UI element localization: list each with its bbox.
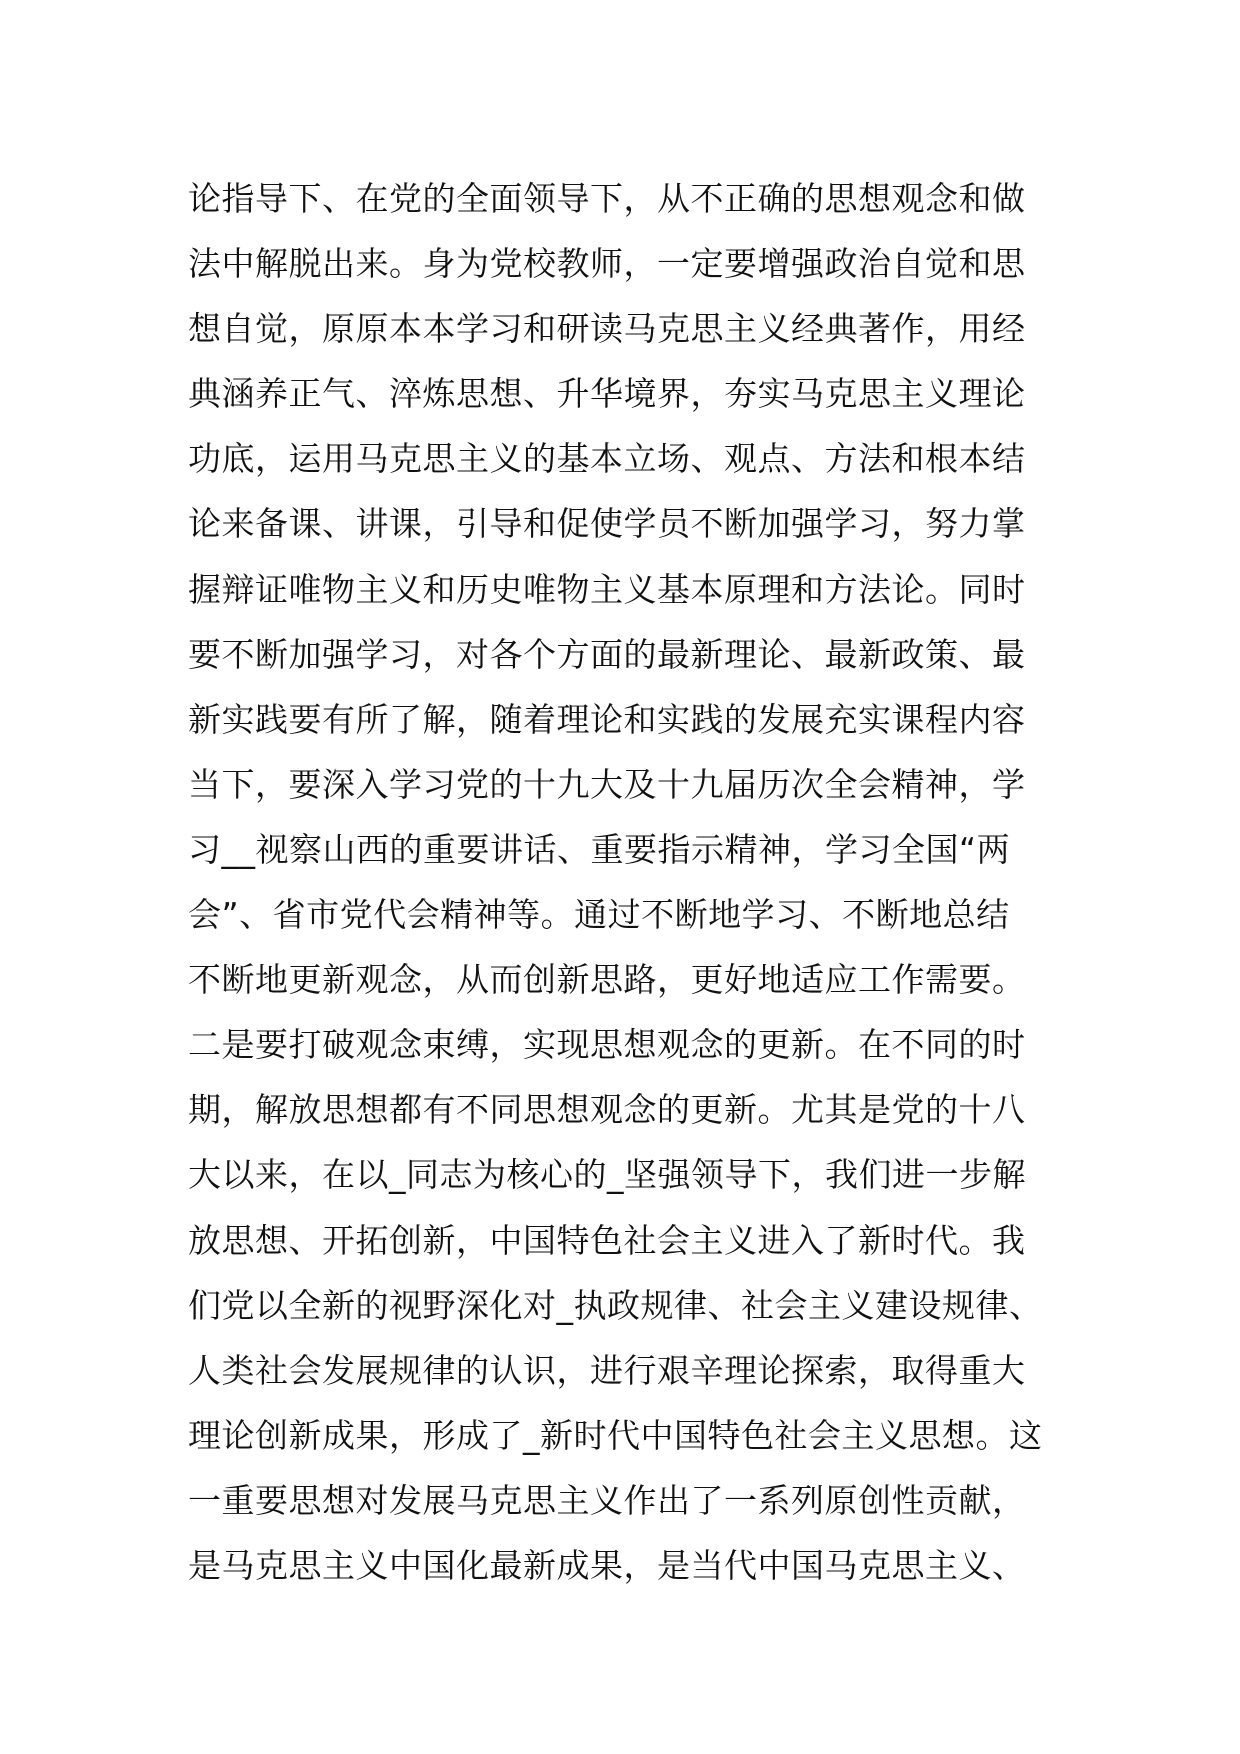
text-line: 想自觉，原原本本学习和研读马克思主义经典著作，用经 xyxy=(188,309,1026,349)
text-line: 握辩证唯物主义和历史唯物主义基本原理和方法论。同时 xyxy=(188,569,1026,609)
text-line: 一重要思想对发展马克思主义作出了一系列原创性贡献， xyxy=(188,1480,1026,1520)
text-line: 论指导下、在党的全面领导下，从不正确的思想观念和做 xyxy=(188,179,1026,218)
text-line: 当下，要深入学习党的十九大及十九届历次全会精神，学 xyxy=(188,764,1026,804)
text-line: 们党以全新的视野深化对_执政规律、社会主义建设规律、 xyxy=(188,1285,1043,1325)
text-line: 理论创新成果，形成了_新时代中国特色社会主义思想。这 xyxy=(188,1415,1043,1455)
text-line: 新实践要有所了解，随着理论和实践的发展充实课程内容 xyxy=(188,699,1026,739)
text-line: 要不断加强学习，对各个方面的最新理论、最新政策、最 xyxy=(188,634,1026,674)
text-line: 法中解脱出来。身为党校教师，一定要增强政治自觉和思 xyxy=(188,244,1026,284)
text-line: 习__视察山西的重要讲话、重要指示精神，学习全国“两 xyxy=(188,829,1011,869)
text-line: 不断地更新观念，从而创新思路，更好地适应工作需要。 xyxy=(188,960,1026,1000)
body-text xyxy=(188,166,1088,1598)
text-line: 典涵养正气、淬炼思想、升华境界，夯实马克思主义理论 xyxy=(188,374,1026,414)
text-line: 功底，运用马克思主义的基本立场、观点、方法和根本结 xyxy=(188,439,1026,479)
text-line: 是马克思主义中国化最新成果，是当代中国马克思主义、 xyxy=(188,1545,1026,1585)
text-line: 论来备课、讲课，引导和促使学员不断加强学习，努力掌 xyxy=(188,504,1026,544)
text-line: 二是要打破观念束缚，实现思想观念的更新。在不同的时 xyxy=(188,1025,1026,1065)
text-line: 人类社会发展规律的认识，进行艰辛理论探索，取得重大 xyxy=(188,1350,1026,1390)
text-line: 大以来，在以_同志为核心的_坚强领导下，我们进一步解 xyxy=(188,1155,1026,1195)
text-line: 期，解放思想都有不同思想观念的更新。尤其是党的十八 xyxy=(188,1090,1026,1130)
text-line: 放思想、开拓创新，中国特色社会主义进入了新时代。我 xyxy=(188,1220,1026,1260)
text-line: 会”、省市党代会精神等。通过不断地学习、不断地总结 xyxy=(188,895,1010,935)
